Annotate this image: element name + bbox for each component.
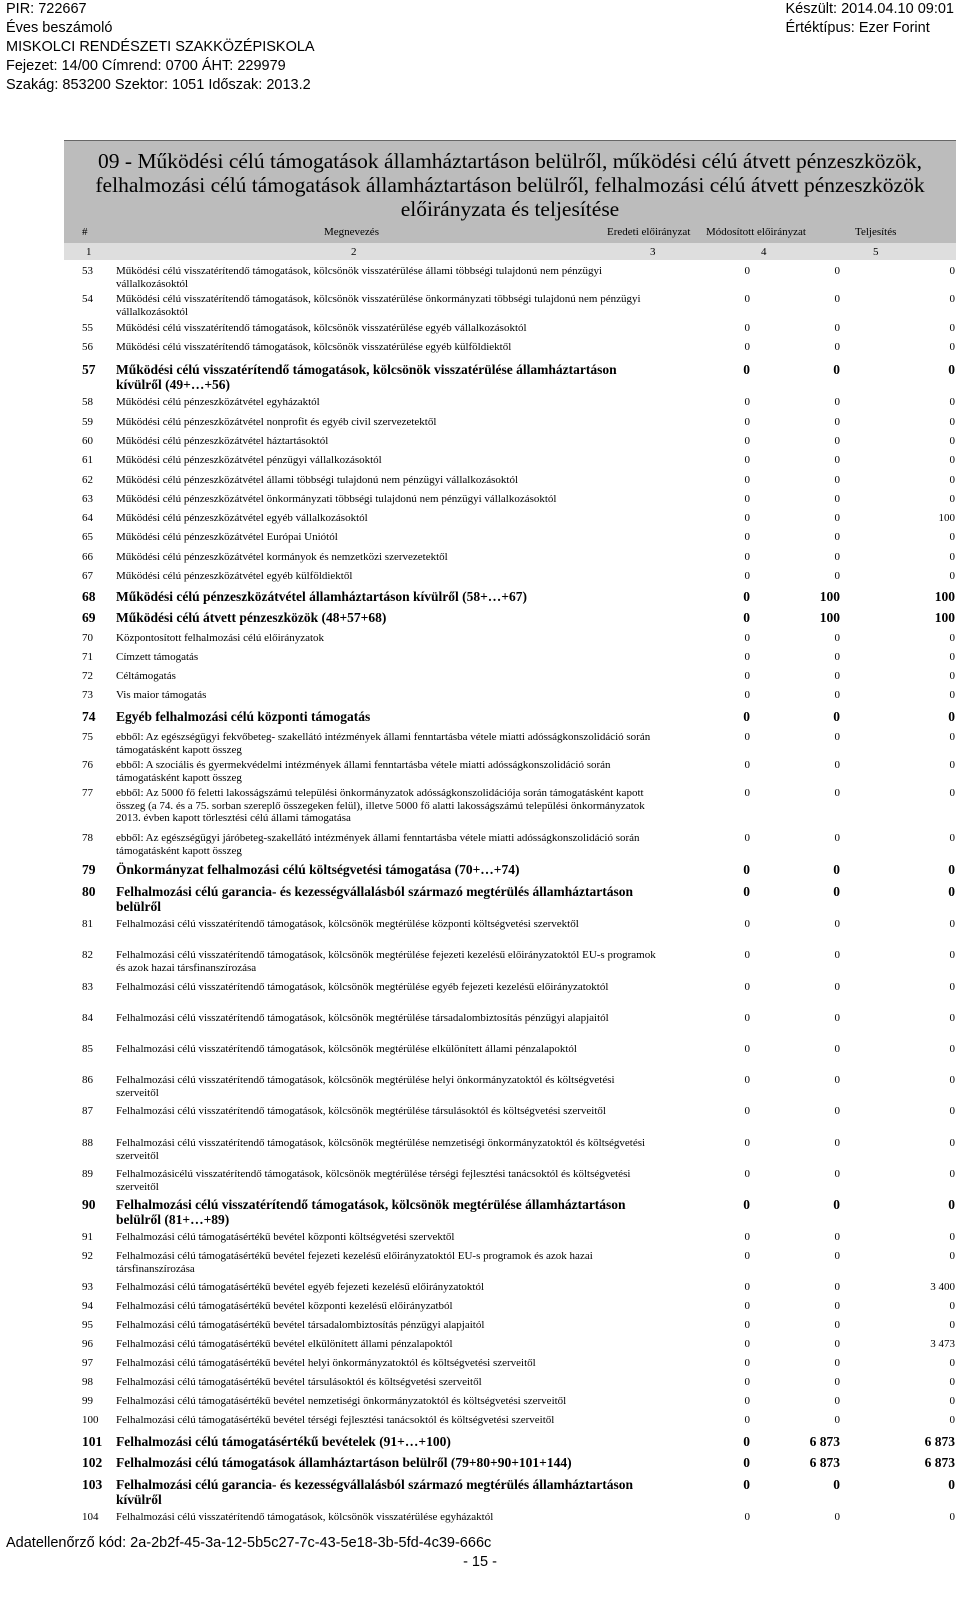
original-value: 0 (744, 670, 750, 682)
performance-value: 0 (948, 884, 955, 899)
modified-value: 0 (834, 1168, 840, 1180)
row-number: 75 (82, 731, 93, 743)
row-label: Felhalmozási célú támogatásértékű bevétel térségi fejlesztési tanácsoktól és költségvetési szerveitől (116, 1414, 555, 1426)
original-value: 0 (744, 632, 750, 644)
row-label: Felhalmozási célú visszatérítendő támogatások, kölcsönök megtérülése központi költségvetési szervektől (116, 918, 579, 930)
row-label: Önkormányzat felhalmozási célú költségvetési támogatása (70+…+74) (116, 862, 520, 877)
row-number: 68 (82, 589, 96, 604)
performance-value: 0 (949, 1105, 955, 1117)
row-label: Működési célú pénzeszközátvétel egyéb vállalkozásoktól (116, 512, 368, 524)
row-label: Működési célú visszatérítendő támogatások, kölcsönök visszatérülése önkormányzati többségi tulajdonú nem pénzügyi vállalkozásoktól (116, 293, 641, 318)
row-label: Felhalmozási célú támogatásértékű bevétel központi költségvetési szervektől (116, 1231, 455, 1243)
performance-value: 0 (949, 949, 955, 961)
original-value: 0 (743, 884, 750, 899)
original-value: 0 (744, 512, 750, 524)
original-value: 0 (744, 1137, 750, 1149)
row-number: 92 (82, 1250, 93, 1262)
original-value: 0 (744, 787, 750, 799)
row-label: Felhalmozási célú támogatásértékű bevétel társadalombiztosítás pénzügyi alapjaitól (116, 1319, 485, 1331)
original-value: 0 (744, 1395, 750, 1407)
performance-value: 0 (949, 396, 955, 408)
performance-value: 0 (949, 1137, 955, 1149)
row-label: Működési célú visszatérítendő támogatások, kölcsönök visszatérülése egyéb külföldiektől (116, 341, 512, 353)
original-value: 0 (744, 1511, 750, 1523)
original-value: 0 (744, 651, 750, 663)
modified-value: 6 873 (809, 1455, 840, 1470)
performance-value: 0 (949, 322, 955, 334)
col-number-5: 5 (873, 246, 879, 258)
row-number: 71 (82, 651, 93, 663)
performance-value: 6 873 (924, 1455, 955, 1470)
row-number: 78 (82, 832, 93, 844)
row-number: 86 (82, 1074, 93, 1086)
original-value: 0 (744, 531, 750, 543)
created-timestamp: Készült: 2014.04.10 09:01 (785, 1, 954, 17)
row-label: Felhalmozási célú támogatásértékű bevétel központi kezelésű előirányzatból (116, 1300, 453, 1312)
original-value: 0 (744, 689, 750, 701)
original-value: 0 (744, 949, 750, 961)
modified-value: 0 (834, 493, 840, 505)
modified-value: 0 (834, 322, 840, 334)
row-number: 55 (82, 322, 93, 334)
row-label: Működési célú átvett pénzeszközök (48+57+68) (116, 610, 387, 625)
modified-value: 0 (834, 670, 840, 682)
modified-value: 0 (834, 293, 840, 305)
row-number: 97 (82, 1357, 93, 1369)
row-label: Felhalmozási célú támogatások államháztartáson belülről (79+80+90+101+144) (116, 1455, 572, 1470)
original-value: 0 (744, 1012, 750, 1024)
performance-value: 0 (949, 632, 955, 644)
performance-value: 0 (949, 570, 955, 582)
performance-value: 0 (949, 1250, 955, 1262)
original-value: 0 (744, 293, 750, 305)
row-label: Felhalmozási célú visszatérítendő támogatások, kölcsönök megtérülése államháztartáson belülről (81+…+89) (116, 1197, 626, 1227)
modified-value: 0 (833, 709, 840, 724)
performance-value: 0 (949, 1395, 955, 1407)
row-label: ebből: Az egészségügyi fekvőbeteg- szakellátó intézmények állami fenntartásba vétele miatti adósságkonszolidáció során támogatásként kapott összeg (116, 731, 651, 756)
modified-value: 0 (834, 651, 840, 663)
row-label: Felhalmozási célú támogatásértékű bevétel helyi önkormányzatoktól és költségvetési szerveitől (116, 1357, 536, 1369)
performance-value: 0 (949, 1376, 955, 1388)
row-label: Egyéb felhalmozási célú központi támogatás (116, 709, 371, 724)
performance-value: 100 (938, 512, 955, 524)
original-value: 0 (744, 832, 750, 844)
modified-value: 0 (834, 1414, 840, 1426)
original-value: 0 (743, 1197, 750, 1212)
performance-value: 0 (949, 832, 955, 844)
original-value: 0 (743, 610, 750, 625)
performance-value: 0 (949, 551, 955, 563)
row-number: 58 (82, 396, 93, 408)
modified-value: 0 (834, 1319, 840, 1331)
col-header-name: Megnevezés (324, 226, 379, 238)
original-value: 0 (743, 862, 750, 877)
modified-value: 0 (834, 551, 840, 563)
modified-value: 0 (834, 1376, 840, 1388)
performance-value: 100 (934, 589, 955, 604)
original-value: 0 (744, 341, 750, 353)
row-label: Felhalmozási célú visszatérítendő támogatások, kölcsönök megtérülése nemzetiségi önkormányzatoktól és költségvetési szerveitől (116, 1137, 646, 1162)
row-label: Felhalmozási célú támogatásértékű bevétel társulásoktól és költségvetési szerveitől (116, 1376, 482, 1388)
performance-value: 0 (949, 416, 955, 428)
row-label: Felhalmozási célú visszatérítendő támogatások, kölcsönök megtérülése elkülönített állami pénzalapoktól (116, 1043, 577, 1055)
row-label: ebből: A szociális és gyermekvédelmi intézmények állami fenntartásba vétele miatti adósságkonszolidáció során támogatásként kapott összeg (116, 759, 611, 784)
modified-value: 0 (834, 731, 840, 743)
original-value: 0 (744, 1281, 750, 1293)
performance-value: 0 (949, 435, 955, 447)
row-label: Működési célú visszatérítendő támogatások, kölcsönök visszatérülése egyéb vállalkozásoktól (116, 322, 527, 334)
row-number: 81 (82, 918, 93, 930)
header-right (786, 0, 955, 38)
page-number: - 15 - (463, 1554, 497, 1570)
performance-value: 0 (949, 1168, 955, 1180)
performance-value: 0 (949, 731, 955, 743)
row-number: 85 (82, 1043, 93, 1055)
row-label: Felhalmozási célú támogatásértékű bevétel nemzetiségi önkormányzatoktól és költségvetési szerveitől (116, 1395, 567, 1407)
performance-value: 0 (949, 1319, 955, 1331)
original-value: 0 (744, 981, 750, 993)
modified-value: 100 (819, 589, 840, 604)
row-number: 59 (82, 416, 93, 428)
row-label: Működési célú visszatérítendő támogatások, kölcsönök visszatérülése állami többségi tulajdonú nem pénzügyi vállalkozásoktól (116, 265, 603, 290)
performance-value: 0 (949, 1043, 955, 1055)
row-number: 67 (82, 570, 93, 582)
modified-value: 0 (834, 512, 840, 524)
row-number: 94 (82, 1300, 93, 1312)
col-header-performance: Teljesítés (855, 226, 897, 238)
row-number: 93 (82, 1281, 93, 1293)
modified-value: 0 (833, 362, 840, 377)
row-number: 77 (82, 787, 93, 799)
modified-value: 0 (834, 981, 840, 993)
modified-value: 0 (834, 1338, 840, 1350)
modified-value: 0 (834, 341, 840, 353)
original-value: 0 (744, 1074, 750, 1086)
row-number: 62 (82, 474, 93, 486)
row-number: 91 (82, 1231, 93, 1243)
modified-value: 0 (834, 1300, 840, 1312)
row-label: Felhalmozási célú visszatérítendő támogatások, kölcsönök megtérülése fejezeti kezelésű előirányzatoktól EU-s programok és azok hazai társfinanszírozása (116, 949, 656, 974)
row-number: 76 (82, 759, 93, 771)
modified-value: 0 (834, 832, 840, 844)
original-value: 0 (743, 1455, 750, 1470)
row-number: 89 (82, 1168, 93, 1180)
original-value: 0 (744, 1250, 750, 1262)
row-number: 83 (82, 981, 93, 993)
performance-value: 0 (949, 1012, 955, 1024)
row-number: 72 (82, 670, 93, 682)
modified-value: 0 (834, 454, 840, 466)
performance-value: 0 (949, 474, 955, 486)
modified-value: 0 (834, 1043, 840, 1055)
performance-value: 0 (949, 1300, 955, 1312)
col-number-4: 4 (761, 246, 767, 258)
col-number-2: 2 (351, 246, 357, 258)
performance-value: 0 (949, 918, 955, 930)
row-label: Működési célú pénzeszközátvétel kormányok és nemzetközi szervezetektől (116, 551, 448, 563)
modified-value: 0 (834, 570, 840, 582)
row-number: 88 (82, 1137, 93, 1149)
row-number: 100 (82, 1414, 99, 1426)
row-number: 65 (82, 531, 93, 543)
modified-value: 0 (834, 632, 840, 644)
performance-value: 0 (949, 265, 955, 277)
pir-label: PIR: 722667 (6, 1, 87, 17)
original-value: 0 (743, 1434, 750, 1449)
modified-value: 0 (834, 787, 840, 799)
row-number: 57 (82, 362, 96, 377)
performance-value: 0 (949, 670, 955, 682)
modified-value: 0 (834, 1231, 840, 1243)
performance-value: 0 (949, 341, 955, 353)
row-number: 87 (82, 1105, 93, 1117)
chapter-info: Fejezet: 14/00 Címrend: 0700 ÁHT: 229979 (6, 58, 286, 74)
row-number: 53 (82, 265, 93, 277)
original-value: 0 (744, 1105, 750, 1117)
col-number-3: 3 (650, 246, 656, 258)
col-number-1: 1 (86, 246, 92, 258)
modified-value: 0 (834, 1012, 840, 1024)
row-number: 54 (82, 293, 93, 305)
row-number: 98 (82, 1376, 93, 1388)
row-number: 73 (82, 689, 93, 701)
row-label: Felhalmozási célú garancia- és kezességvállalásból származó megtérülés államháztartáson belülről (116, 884, 634, 914)
performance-value: 0 (949, 787, 955, 799)
row-number: 99 (82, 1395, 93, 1407)
modified-value: 0 (834, 918, 840, 930)
row-label: Működési célú pénzeszközátvétel egyéb külföldiektől (116, 570, 353, 582)
original-value: 0 (744, 265, 750, 277)
row-label: Felhalmozási célú támogatásértékű bevétel fejezeti kezelésű előirányzatoktól EU-s programok és azok hazai társfinanszírozása (116, 1250, 593, 1275)
original-value: 0 (743, 362, 750, 377)
original-value: 0 (744, 454, 750, 466)
original-value: 0 (744, 1376, 750, 1388)
row-label: Felhalmozási célú támogatásértékű bevétel egyéb fejezeti kezelésű előirányzatoktól (116, 1281, 485, 1293)
col-header-original: Eredeti előirányzat (607, 226, 691, 238)
performance-value: 0 (948, 1477, 955, 1492)
original-value: 0 (744, 731, 750, 743)
performance-value: 3 473 (930, 1338, 955, 1350)
row-label: ebből: Az 5000 fő feletti lakosságszámú települési önkormányzatok adósságkonszolidációja során támogatásként kapott összeg (a 74. és a 75. sorban szereplő összegeken felül), illetve 5000 fő alatti lakosságszámú települési önkormányzatok 2013. évben kapott törlesztési célú állami támogatása (116, 787, 645, 824)
performance-value: 0 (949, 981, 955, 993)
organization-name: MISKOLCI RENDÉSZETI SZAKKÖZÉPISKOLA (6, 39, 315, 55)
performance-value: 0 (948, 362, 955, 377)
row-label: Céltámogatás (116, 670, 176, 682)
row-label: Működési célú pénzeszközátvétel önkormányzati többségi tulajdonú nem pénzügyi vállalkozásoktól (116, 493, 557, 505)
performance-value: 0 (949, 1511, 955, 1523)
row-label: Felhalmozási célú visszatérítendő támogatások, kölcsönök megtérülése egyéb fejezeti kezelésű előirányzatoktól (116, 981, 609, 993)
modified-value: 0 (834, 1250, 840, 1262)
performance-value: 0 (949, 293, 955, 305)
performance-value: 0 (948, 1197, 955, 1212)
modified-value: 0 (834, 416, 840, 428)
check-code: Adatellenőrző kód: 2a-2b2f-45-3a-12-5b5c27-7c-43-5e18-3b-5fd-4c39-666c (6, 1535, 492, 1551)
row-label: Működési célú pénzeszközátvétel államháztartáson kívülről (58+…+67) (116, 589, 527, 604)
modified-value: 0 (834, 1105, 840, 1117)
modified-value: 0 (833, 884, 840, 899)
modified-value: 0 (834, 1511, 840, 1523)
row-number: 70 (82, 632, 93, 644)
original-value: 0 (744, 322, 750, 334)
row-label: Felhalmozási célú támogatásértékű bevétel elkülönített állami pénzalapoktól (116, 1338, 453, 1350)
performance-value: 0 (949, 531, 955, 543)
row-number: 74 (82, 709, 96, 724)
original-value: 0 (744, 435, 750, 447)
original-value: 0 (744, 1357, 750, 1369)
row-number: 95 (82, 1319, 93, 1331)
row-number: 66 (82, 551, 93, 563)
original-value: 0 (744, 918, 750, 930)
row-label: Központosított felhalmozási célú előirányzatok (116, 632, 325, 644)
performance-value: 0 (949, 1357, 955, 1369)
original-value: 0 (743, 1477, 750, 1492)
modified-value: 0 (834, 689, 840, 701)
performance-value: 0 (949, 651, 955, 663)
modified-value: 0 (834, 396, 840, 408)
row-number: 64 (82, 512, 93, 524)
modified-value: 0 (833, 1197, 840, 1212)
modified-value: 6 873 (809, 1434, 840, 1449)
row-number: 104 (82, 1511, 99, 1523)
column-header-row (64, 223, 956, 243)
modified-value: 0 (834, 435, 840, 447)
modified-value: 0 (834, 949, 840, 961)
modified-value: 0 (833, 862, 840, 877)
performance-value: 3 400 (930, 1281, 955, 1293)
modified-value: 0 (834, 1074, 840, 1086)
modified-value: 0 (834, 265, 840, 277)
column-number-row (64, 243, 956, 260)
value-unit: Értéktípus: Ezer Forint (785, 20, 930, 36)
performance-value: 6 873 (924, 1434, 955, 1449)
original-value: 0 (744, 551, 750, 563)
row-number: 101 (82, 1434, 103, 1449)
modified-value: 0 (833, 1477, 840, 1492)
row-label: Működési célú pénzeszközátvétel nonprofit és egyéb civil szervezetektől (116, 416, 437, 428)
performance-value: 0 (949, 1414, 955, 1426)
row-label: Felhalmozási célú visszatérítendő támogatások, kölcsönök visszatérülése egyházaktól (116, 1511, 494, 1523)
row-label: Működési célú pénzeszközátvétel állami többségi tulajdonú nem pénzügyi vállalkozásoktól (116, 474, 518, 486)
original-value: 0 (743, 589, 750, 604)
original-value: 0 (744, 416, 750, 428)
performance-value: 0 (949, 493, 955, 505)
row-label: Felhalmozási célú garancia- és kezességvállalásból származó megtérülés államháztartáson kívülről (116, 1477, 634, 1507)
performance-value: 100 (934, 610, 955, 625)
original-value: 0 (744, 1414, 750, 1426)
performance-value: 0 (949, 759, 955, 771)
modified-value: 0 (834, 759, 840, 771)
modified-value: 0 (834, 1137, 840, 1149)
performance-value: 0 (949, 454, 955, 466)
row-label: ebből: Az egészségügyi járóbeteg-szakellátó intézmények állami fenntartásba vétele miatti adósságkonszolidáció során támogatásként kapott összeg (116, 832, 640, 857)
original-value: 0 (744, 1168, 750, 1180)
modified-value: 0 (834, 531, 840, 543)
row-label: Felhalmozási célú támogatásértékű bevételek (91+…+100) (116, 1434, 451, 1449)
performance-value: 0 (948, 862, 955, 877)
row-label: Működési célú visszatérítendő támogatások, kölcsönök visszatérülése államháztartáson kívülről (49+…+56) (116, 362, 617, 392)
row-label: Működési célú pénzeszközátvétel Európai Uniótól (116, 531, 338, 543)
row-number: 69 (82, 610, 96, 625)
original-value: 0 (744, 1300, 750, 1312)
performance-value: 0 (948, 709, 955, 724)
performance-value: 0 (949, 689, 955, 701)
performance-value: 0 (949, 1074, 955, 1086)
modified-value: 0 (834, 1395, 840, 1407)
row-label: Felhalmozásicélú visszatérítendő támogatások, kölcsönök megtérülése térségi fejlesztési tanácsoktól és költségvetési szerveitől (116, 1168, 631, 1193)
report-header (6, 0, 954, 95)
original-value: 0 (744, 1043, 750, 1055)
row-number: 90 (82, 1197, 96, 1212)
original-value: 0 (744, 570, 750, 582)
original-value: 0 (744, 474, 750, 486)
sector-info: Szakág: 853200 Szektor: 1051 Időszak: 2013.2 (6, 77, 311, 93)
row-number: 61 (82, 454, 93, 466)
title-box (64, 140, 956, 225)
report-type: Éves beszámoló (6, 20, 113, 36)
original-value: 0 (744, 1338, 750, 1350)
row-number: 60 (82, 435, 93, 447)
row-label: Címzett támogatás (116, 651, 199, 663)
modified-value: 0 (834, 1357, 840, 1369)
row-label: Vis maior támogatás (116, 689, 207, 701)
row-number: 103 (82, 1477, 103, 1492)
row-label: Működési célú pénzeszközátvétel pénzügyi vállalkozásoktól (116, 454, 382, 466)
row-number: 63 (82, 493, 93, 505)
row-label: Felhalmozási célú visszatérítendő támogatások, kölcsönök megtérülése társulásoktól és költségvetési szerveitől (116, 1105, 606, 1117)
modified-value: 0 (834, 474, 840, 486)
row-number: 84 (82, 1012, 93, 1024)
row-number: 82 (82, 949, 93, 961)
modified-value: 0 (834, 1281, 840, 1293)
original-value: 0 (744, 396, 750, 408)
row-number: 96 (82, 1338, 93, 1350)
performance-value: 0 (949, 1231, 955, 1243)
original-value: 0 (743, 709, 750, 724)
page-title: 09 - Működési célú támogatások államháztartáson belülről, működési célú átvett pénzeszközök, felhalmozási célú támogatások államháztartáson belülről, felhalmozási célú átvett pénzeszközök előirányzata és teljesítése (95, 149, 925, 221)
row-label: Működési célú pénzeszközátvétel egyházaktól (116, 396, 320, 408)
row-number: 102 (82, 1455, 103, 1470)
row-label: Felhalmozási célú visszatérítendő támogatások, kölcsönök megtérülése társadalombiztosítás pénzügyi alapjaitól (116, 1012, 609, 1024)
modified-value: 100 (819, 610, 840, 625)
original-value: 0 (744, 759, 750, 771)
original-value: 0 (744, 493, 750, 505)
row-number: 80 (82, 884, 96, 899)
original-value: 0 (744, 1231, 750, 1243)
original-value: 0 (744, 1319, 750, 1331)
col-header-modified: Módosított előirányzat (706, 226, 806, 238)
row-label: Működési célú pénzeszközátvétel háztartásoktól (116, 435, 329, 447)
row-label: Felhalmozási célú visszatérítendő támogatások, kölcsönök megtérülése helyi önkormányzatoktól és költségvetési szerveitől (116, 1074, 615, 1099)
row-number: 56 (82, 341, 93, 353)
col-header-number: # (82, 226, 88, 238)
row-number: 79 (82, 862, 96, 877)
